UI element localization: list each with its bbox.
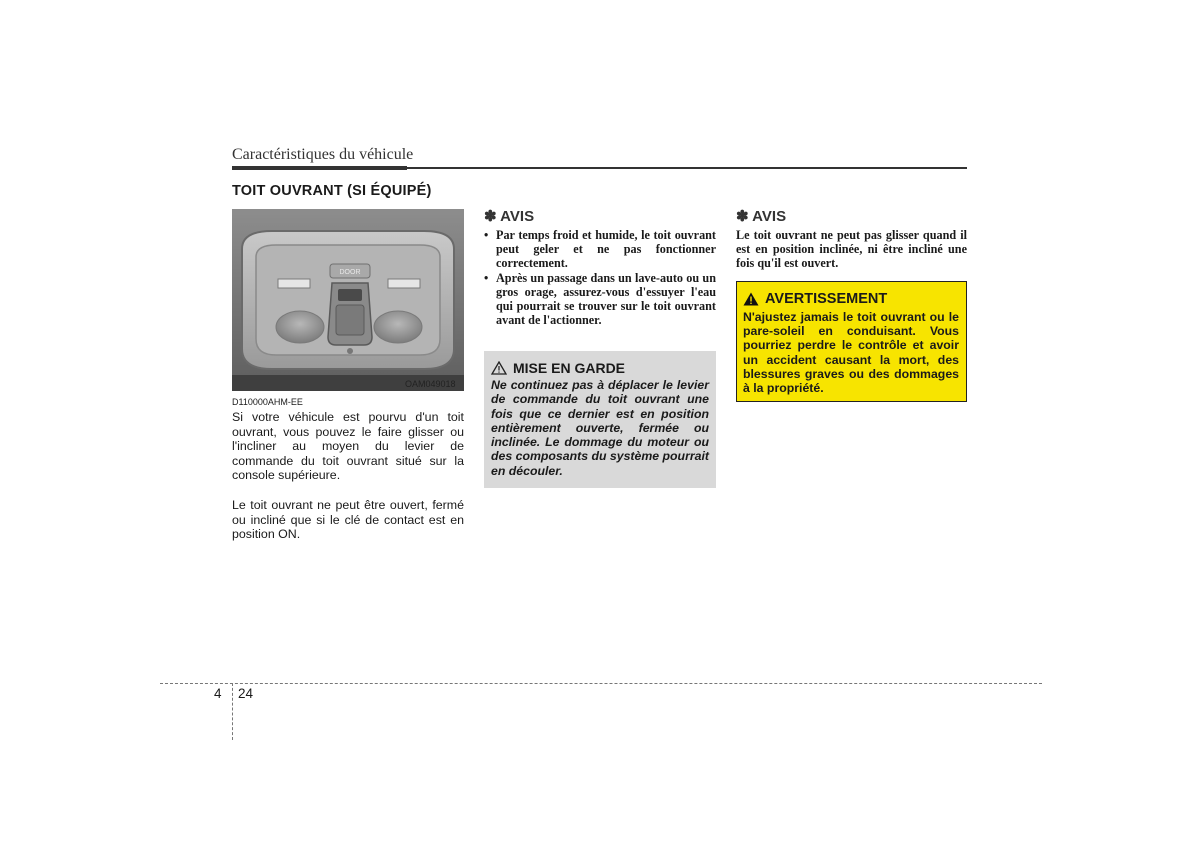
header-title: Caractéristiques du véhicule bbox=[232, 146, 414, 163]
chapter-number: 4 bbox=[214, 686, 222, 701]
caution-title: MISE EN GARDE bbox=[513, 360, 626, 376]
warning-title: AVERTISSEMENT bbox=[765, 291, 888, 307]
avis-item-text: Après un passage dans un lave-auto ou un gros orage, assurez-vous d'essuyer l'eau qui pourrait se trouver sur le toit ouvrant avant de l'actionner. bbox=[496, 270, 716, 328]
avis-text-2: Le toit ouvrant ne peut pas glisser quand il est en position inclinée, ni être incliné une fois qu'il est ouvert. bbox=[736, 228, 967, 271]
section-title: TOIT OUVRANT (SI ÉQUIPÉ) bbox=[232, 183, 432, 199]
caution-text: Ne continuez pas à déplacer le levier de commande du toit ouvrant une fois que ce dernier est en position entièrement ouverte, fermée ou inclinée. Le dommage du moteur ou des composants du système pourrait en découler. bbox=[491, 378, 709, 478]
sunroof-console-photo bbox=[232, 209, 464, 391]
reference-code: D110000AHM-EE bbox=[232, 397, 303, 407]
bullet-icon: • bbox=[484, 270, 489, 285]
door-button-label: DOOR bbox=[339, 269, 361, 276]
intro-paragraph: Si votre véhicule est pourvu d'un toit ouvrant, vous pouvez le faire glisser ou l'incliner au moyen du levier de commande du toit ouvrant situé sur la console supérieure. bbox=[232, 410, 464, 482]
warning-triangle-icon bbox=[743, 292, 759, 306]
avis-title-2: ✽ AVIS bbox=[736, 208, 787, 225]
avis-item bbox=[484, 228, 716, 271]
avis-list bbox=[484, 228, 716, 327]
header-rule-accent bbox=[232, 166, 407, 170]
figure-code: OAM049018 bbox=[405, 379, 456, 389]
page-number: 24 bbox=[238, 686, 254, 701]
avis-item bbox=[484, 271, 716, 328]
footer-rule bbox=[160, 683, 1042, 684]
bullet-icon: • bbox=[484, 228, 489, 242]
avis-title: ✽ AVIS bbox=[484, 208, 535, 225]
ignition-paragraph: Le toit ouvrant ne peut être ouvert, fermé ou incliné que si le clé de contact est en position ON. bbox=[232, 498, 464, 541]
footer-divider bbox=[232, 683, 233, 740]
warning-heading bbox=[743, 291, 887, 307]
avis-item-text: Par temps froid et humide, le toit ouvrant peut geler et ne pas fonctionner correctement. bbox=[496, 228, 716, 271]
warning-triangle-icon bbox=[491, 361, 507, 375]
caution-heading bbox=[491, 360, 625, 376]
warning-text: N'ajustez jamais le toit ouvrant ou le pare-soleil en conduisant. Vous pourriez perdre le contrôle et avoir un accident causant la mort, des blessures graves ou des dommages à la propriété. bbox=[743, 310, 959, 396]
